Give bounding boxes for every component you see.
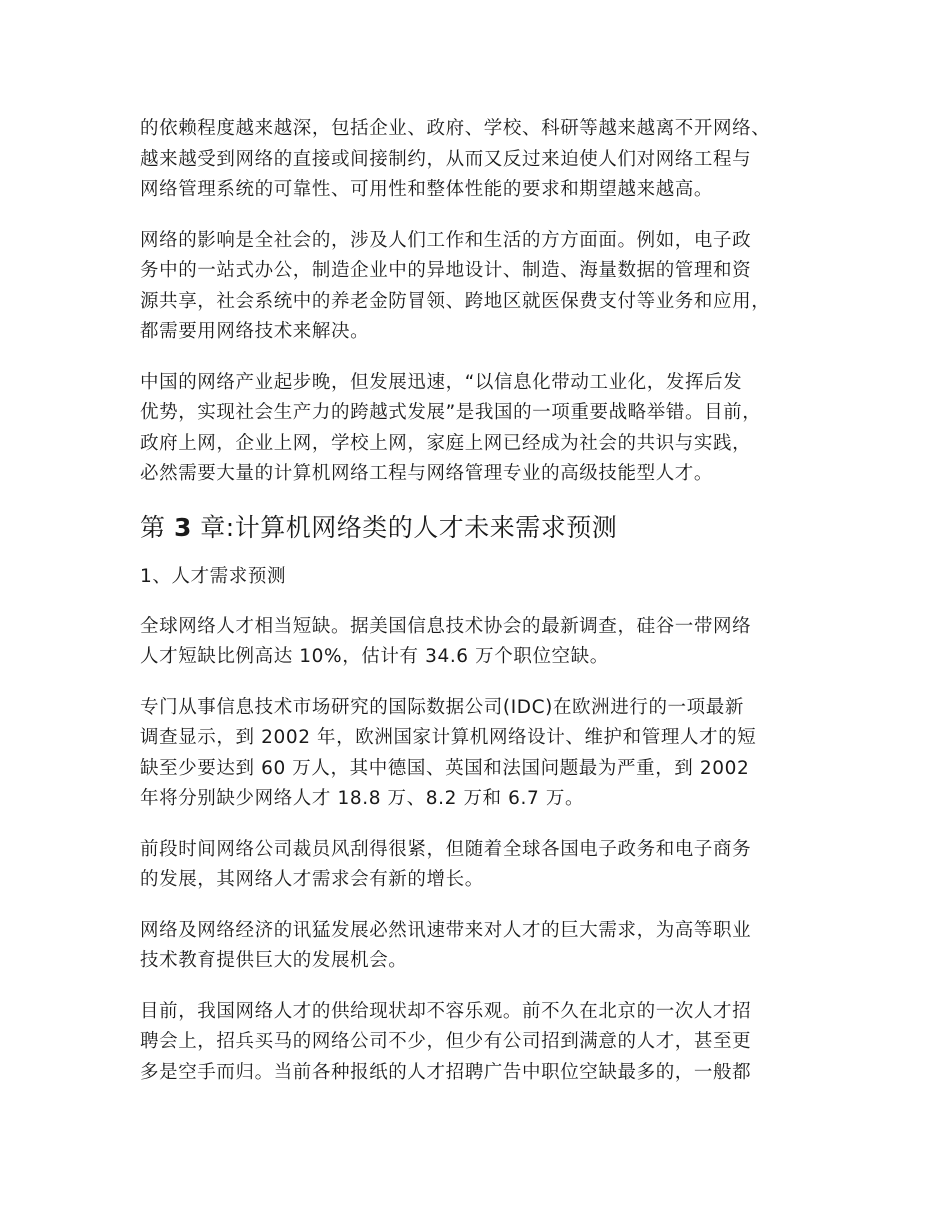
text-line: 网络的影响是全社会的，涉及人们工作和生活的方方面面。例如，电子政 bbox=[140, 229, 752, 251]
paragraph-idc-survey bbox=[140, 693, 830, 815]
section-heading: 1、人才需求预测 bbox=[140, 565, 287, 587]
chapter-number: 3 bbox=[173, 512, 192, 542]
paragraph-china-industry bbox=[140, 368, 830, 490]
text-line: 优势，实现社会生产力的跨越式发展”是我国的一项重要战略举错。目前， bbox=[140, 402, 762, 423]
text-line: 多是空手而归。当前各种报纸的人才招聘广告中职位空缺最多的，一般都 bbox=[140, 1061, 752, 1083]
text-line: 都需要用网络技术来解决。 bbox=[140, 321, 370, 342]
text-line: 政府上网，企业上网，学校上网，家庭上网已经成为社会的共识与实践， bbox=[140, 432, 752, 454]
text-line: 年将分别缺少网络人才 18.8 万、8.2 万和 6.7 万。 bbox=[140, 788, 585, 809]
text-line: 的发展，其网络人才需求会有新的增长。 bbox=[140, 869, 484, 890]
text-line: 的依赖程度越来越深，包括企业、政府、学校、科研等越来越离不开网络、 bbox=[140, 118, 771, 139]
text-line: 目前，我国网络人才的供给现状却不容乐观。前不久在北京的一次人才招 bbox=[140, 1000, 752, 1022]
text-line: 中国的网络产业起步晚，但发展迅速，“以信息化带动工业化，发挥后发 bbox=[140, 371, 743, 393]
text-line: 人才短缺比例高达 10%，估计有 34.6 万个职位空缺。 bbox=[140, 646, 609, 667]
text-line: 网络及网络经济的讯猛发展必然讯速带来对人才的巨大需求，为高等职业 bbox=[140, 919, 752, 941]
text-line: 专门从事信息技术市场研究的国际数据公司(IDC)在欧洲进行的一项最新 bbox=[140, 696, 744, 718]
document-page bbox=[140, 114, 830, 1108]
text-line: 务中的一站式办公，制造企业中的异地设计、制造、海量数据的管理和资 bbox=[140, 260, 752, 281]
text-line: 调查显示，到 2002 年，欧洲国家计算机网络设计、维护和管理人才的短 bbox=[140, 727, 757, 748]
text-line: 源共享，社会系统中的养老金防冒领、跨地区就医保费支付等业务和应用， bbox=[140, 290, 771, 312]
chapter-heading bbox=[140, 510, 830, 546]
paragraph-dependence bbox=[140, 114, 830, 206]
paragraph-global-shortage bbox=[140, 612, 830, 673]
text-line: 全球网络人才相当短缺。据美国信息技术协会的最新调查，硅谷一带网络 bbox=[140, 615, 752, 637]
paragraph-network-impact bbox=[140, 226, 830, 348]
text-line: 越来越受到网络的直接或间接制约，从而又反过来迫使人们对网络工程与 bbox=[140, 148, 752, 170]
paragraph-supply-status bbox=[140, 997, 830, 1089]
paragraph-network-economy bbox=[140, 916, 830, 977]
text-line: 聘会上，招兵买马的网络公司不少，但少有公司招到满意的人才，甚至更 bbox=[140, 1031, 752, 1052]
chapter-prefix: 第 bbox=[140, 512, 174, 542]
text-line: 必然需要大量的计算机网络工程与网络管理专业的高级技能型人才。 bbox=[140, 463, 714, 484]
text-line: 网络管理系统的可靠性、可用性和整体性能的要求和期望越来越高。 bbox=[140, 179, 714, 200]
paragraph-layoffs bbox=[140, 835, 830, 896]
text-line: 缺至少要达到 60 万人，其中德国、英国和法国问题最为严重，到 2002 bbox=[140, 757, 750, 779]
text-line: 技术教育提供巨大的发展机会。 bbox=[140, 950, 408, 971]
text-line: 前段时间网络公司裁员风刮得很紧，但随着全球各国电子政务和电子商务 bbox=[140, 838, 752, 860]
chapter-title: 章:计算机网络类的人才未来需求预测 bbox=[191, 512, 618, 542]
